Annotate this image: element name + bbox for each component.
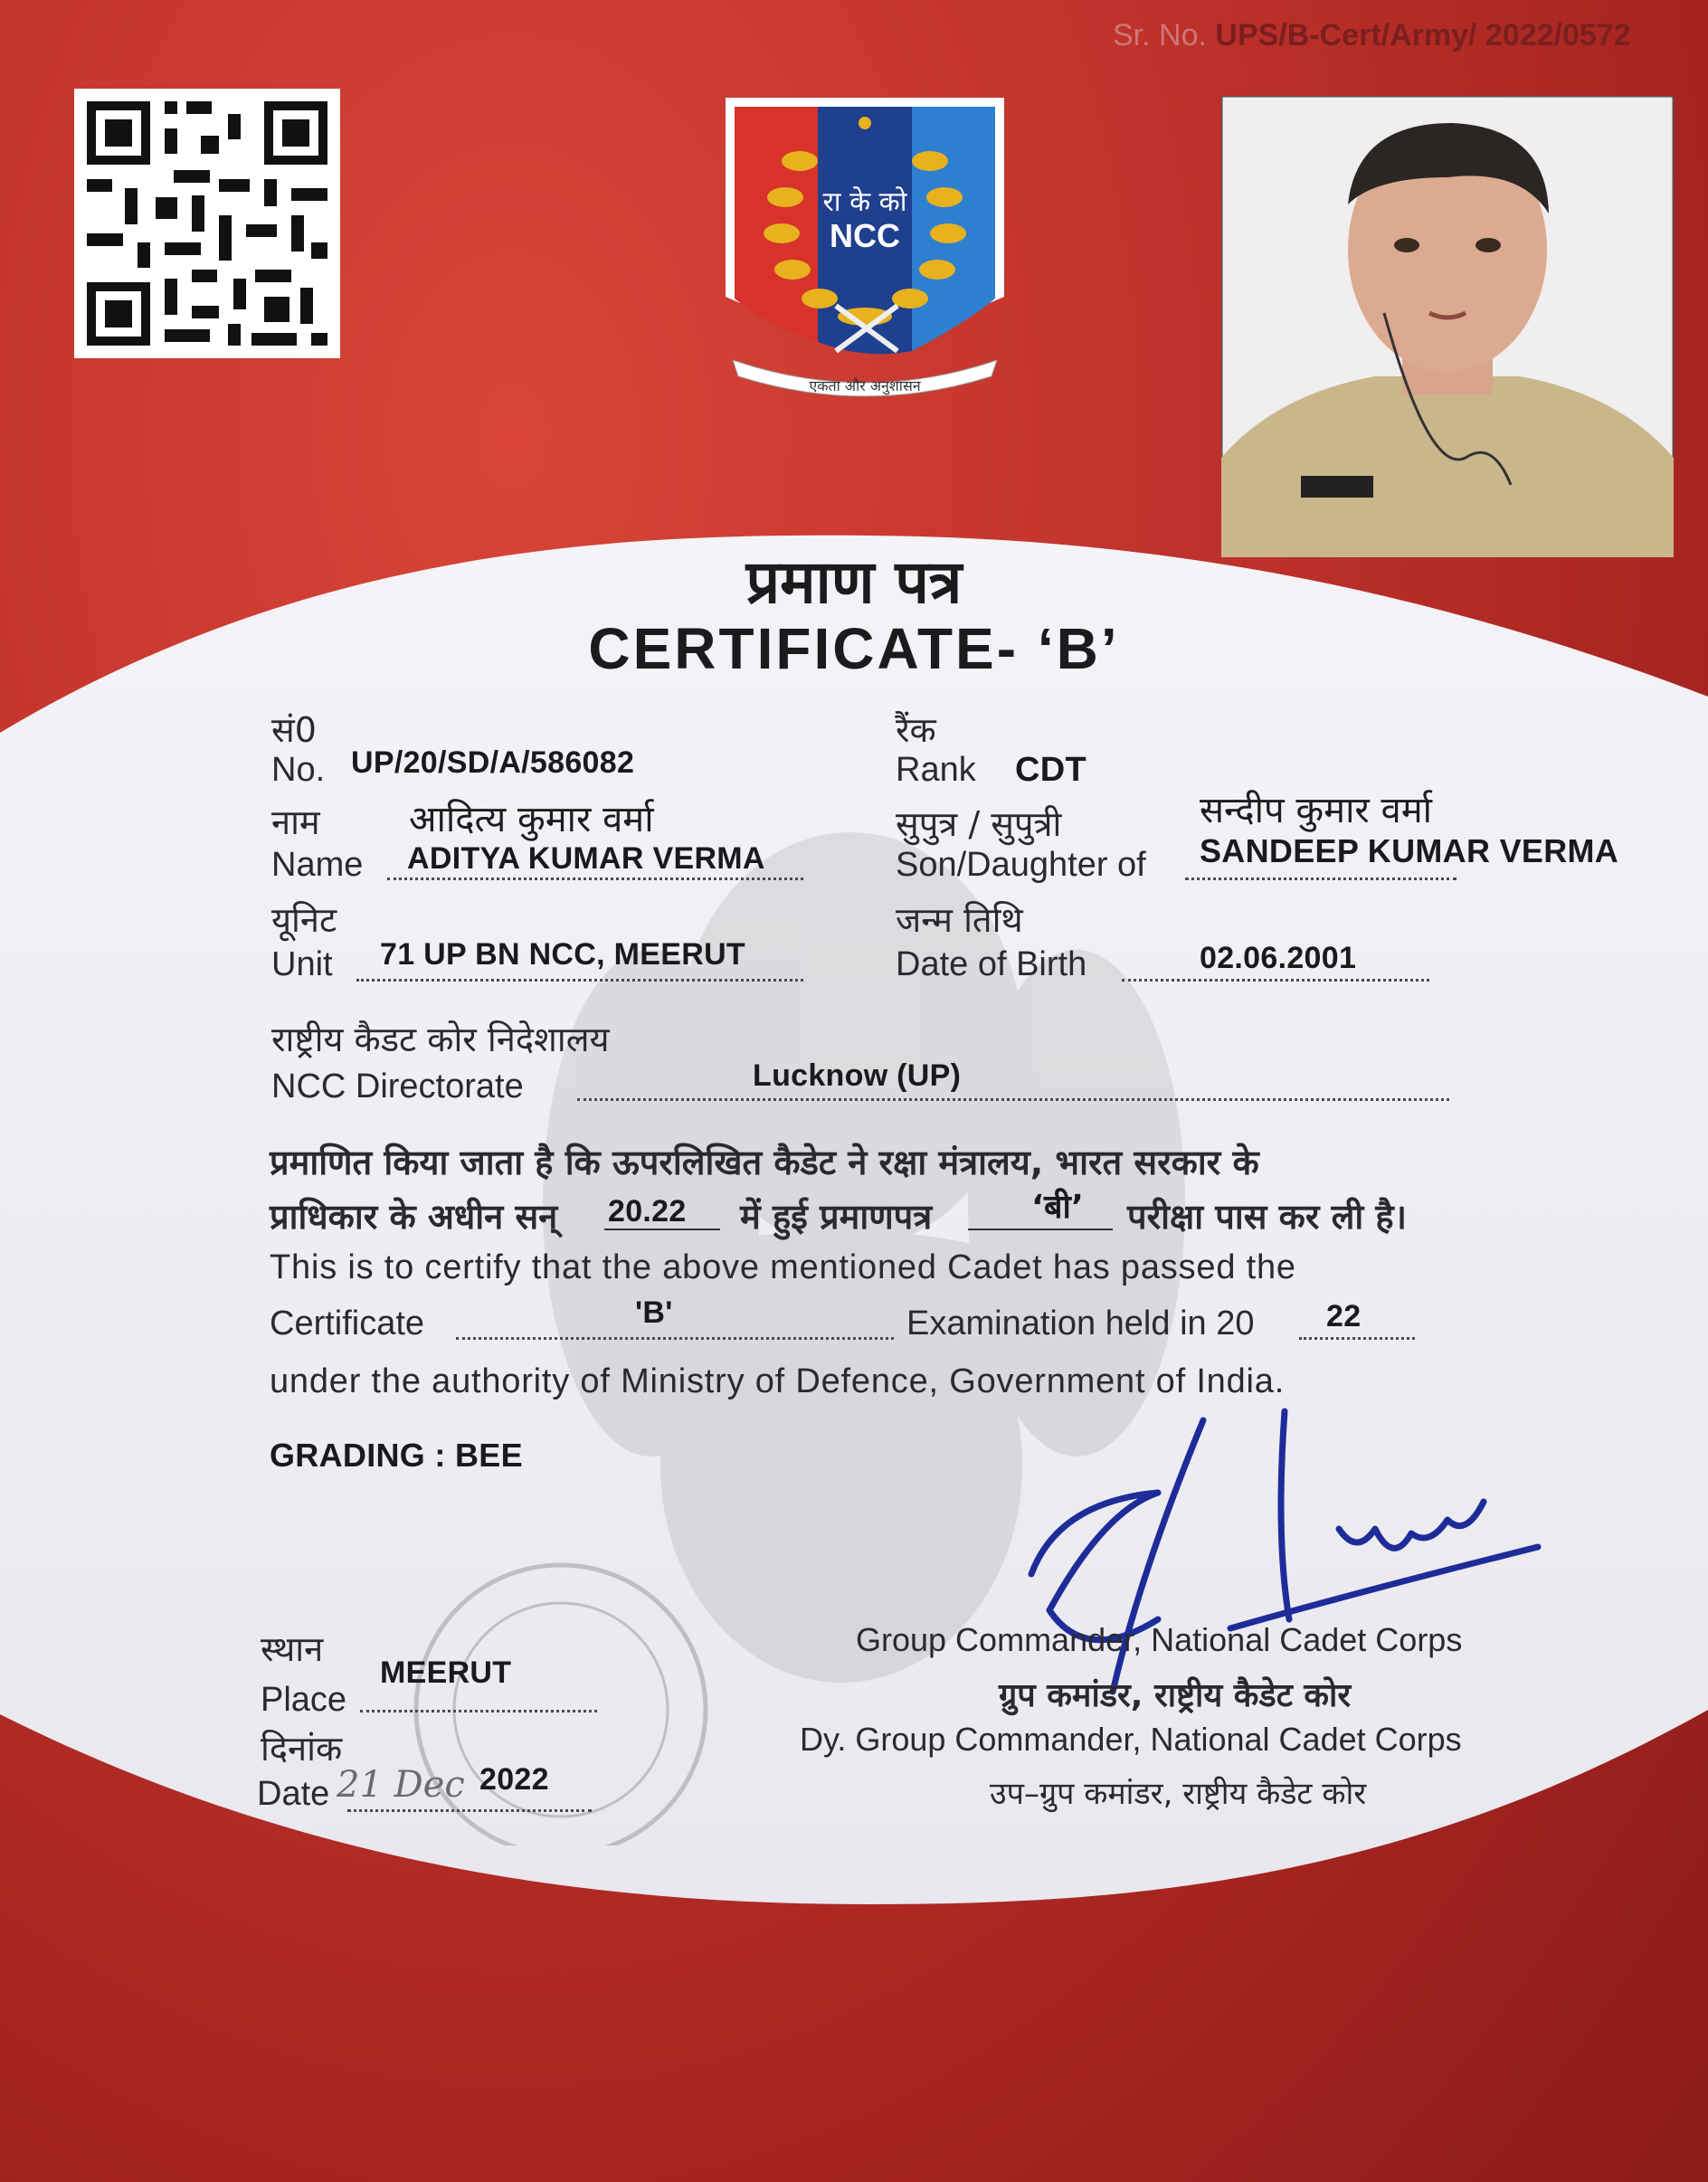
certify-hindi-cert: ‘बी’ (1031, 1189, 1085, 1226)
parent-hindi-value: सन्दीप कुमार वर्मा (1200, 790, 1433, 831)
dob-value: 02.06.2001 (1200, 941, 1357, 975)
rank-label: Rank (896, 751, 976, 789)
serial-number (1113, 18, 1631, 53)
place-value: MEERUT (380, 1655, 512, 1690)
no-hindi-label: सं0 (271, 710, 317, 750)
certify-hindi-line2b: में हुई प्रमाणपत्र (740, 1197, 933, 1237)
name-label: Name (271, 846, 364, 884)
date-value: 2022 (479, 1762, 549, 1797)
name-dots (387, 878, 803, 880)
certify-english-line3: under the authority of Ministry of Defence, Government of India. (270, 1362, 1286, 1400)
certify-english-line1: This is to certify that the above mentioned Cadet has passed the (270, 1248, 1296, 1286)
group-commander-en: Group Commander, National Cadet Corps (856, 1621, 1463, 1658)
group-commander-hi: ग्रुप कमांडर, राष्ट्रीय कैडेट कोर (999, 1677, 1352, 1714)
parent-value: SANDEEP KUMAR VERMA (1200, 832, 1619, 869)
svg-text:NCC: NCC (830, 217, 900, 254)
svg-text:रा के को: रा के को (822, 186, 907, 218)
ncc-emblem-icon (720, 89, 1010, 401)
no-label: No. (271, 751, 326, 789)
date-label: Date (257, 1775, 330, 1813)
place-dots (360, 1710, 597, 1712)
certify-year-dots (1299, 1337, 1415, 1340)
directorate-hindi-label: राष्ट्रीय कैडट कोर निदेशालय (271, 1020, 610, 1059)
dob-dots (1122, 979, 1429, 982)
certify-english-line2a: Certificate (270, 1304, 425, 1342)
certify-hindi-line2c: परीक्षा पास कर ली है। (1127, 1197, 1408, 1237)
date-hindi-label: दिनांक (261, 1729, 343, 1769)
serial-value: UPS/B-Cert/Army/ 2022/0572 (1215, 18, 1631, 52)
place-label: Place (261, 1681, 347, 1719)
rank-hindi-label: रैंक (896, 710, 936, 750)
parent-label: Son/Daughter of (896, 846, 1146, 884)
date-handwritten: 21 Dec (337, 1764, 465, 1806)
qr-code-icon (74, 89, 340, 358)
signature-icon (977, 1393, 1556, 1719)
certify-english-line2b: Examination held in 20 (906, 1304, 1255, 1342)
name-hindi-label: नाम (271, 802, 320, 842)
unit-dots (356, 979, 803, 982)
place-hindi-label: स्थान (261, 1629, 324, 1669)
date-dots (347, 1809, 592, 1812)
certify-hindi-line2a: प्राधिकार के अधीन सन् (270, 1197, 558, 1237)
unit-label: Unit (271, 945, 333, 983)
svg-text:एकता और अनुशासन: एकता और अनुशासन (809, 377, 921, 394)
certify-hindi-year: 20.22 (608, 1194, 687, 1229)
cadet-photo (1221, 96, 1674, 557)
rank-value: CDT (1015, 751, 1086, 789)
name-value: ADITYA KUMAR VERMA (407, 841, 765, 876)
directorate-dots (577, 1098, 1449, 1101)
unit-hindi-label: यूनिट (271, 900, 337, 940)
directorate-value: Lucknow (UP) (753, 1058, 962, 1093)
title-english: CERTIFICATE- ‘B’ (588, 616, 1120, 681)
title-hindi: प्रमाण पत्र (745, 547, 963, 617)
parent-hindi-label: सुपुत्र / सुपुत्री (896, 804, 1062, 844)
dy-group-commander-hi: उप–ग्रुप कमांडर, राष्ट्रीय कैडेट कोर (990, 1776, 1367, 1812)
unit-value: 71 UP BN NCC, MEERUT (380, 937, 745, 972)
dy-group-commander-en: Dy. Group Commander, National Cadet Corps (800, 1721, 1462, 1758)
parent-dots (1185, 878, 1457, 880)
dob-label: Date of Birth (896, 945, 1087, 983)
certify-english-cert: 'B' (635, 1295, 673, 1330)
certify-english-year: 22 (1326, 1299, 1362, 1333)
certify-cert-dots (456, 1337, 894, 1340)
certify-hindi-line1: प्रमाणित किया जाता है कि ऊपरलिखित कैडेट ने रक्षा मंत्रालय, भारत सरकार के (270, 1143, 1259, 1182)
grading: GRADING : BEE (270, 1437, 523, 1474)
no-value: UP/20/SD/A/586082 (351, 745, 635, 780)
dob-hindi-label: जन्म तिथि (896, 900, 1023, 940)
name-hindi-value: आदित्य कुमार वर्मा (409, 799, 654, 840)
certify-cert-line (968, 1229, 1113, 1230)
serial-label: Sr. No. (1113, 18, 1207, 52)
directorate-label: NCC Directorate (271, 1067, 524, 1105)
certify-year-line (604, 1229, 720, 1230)
